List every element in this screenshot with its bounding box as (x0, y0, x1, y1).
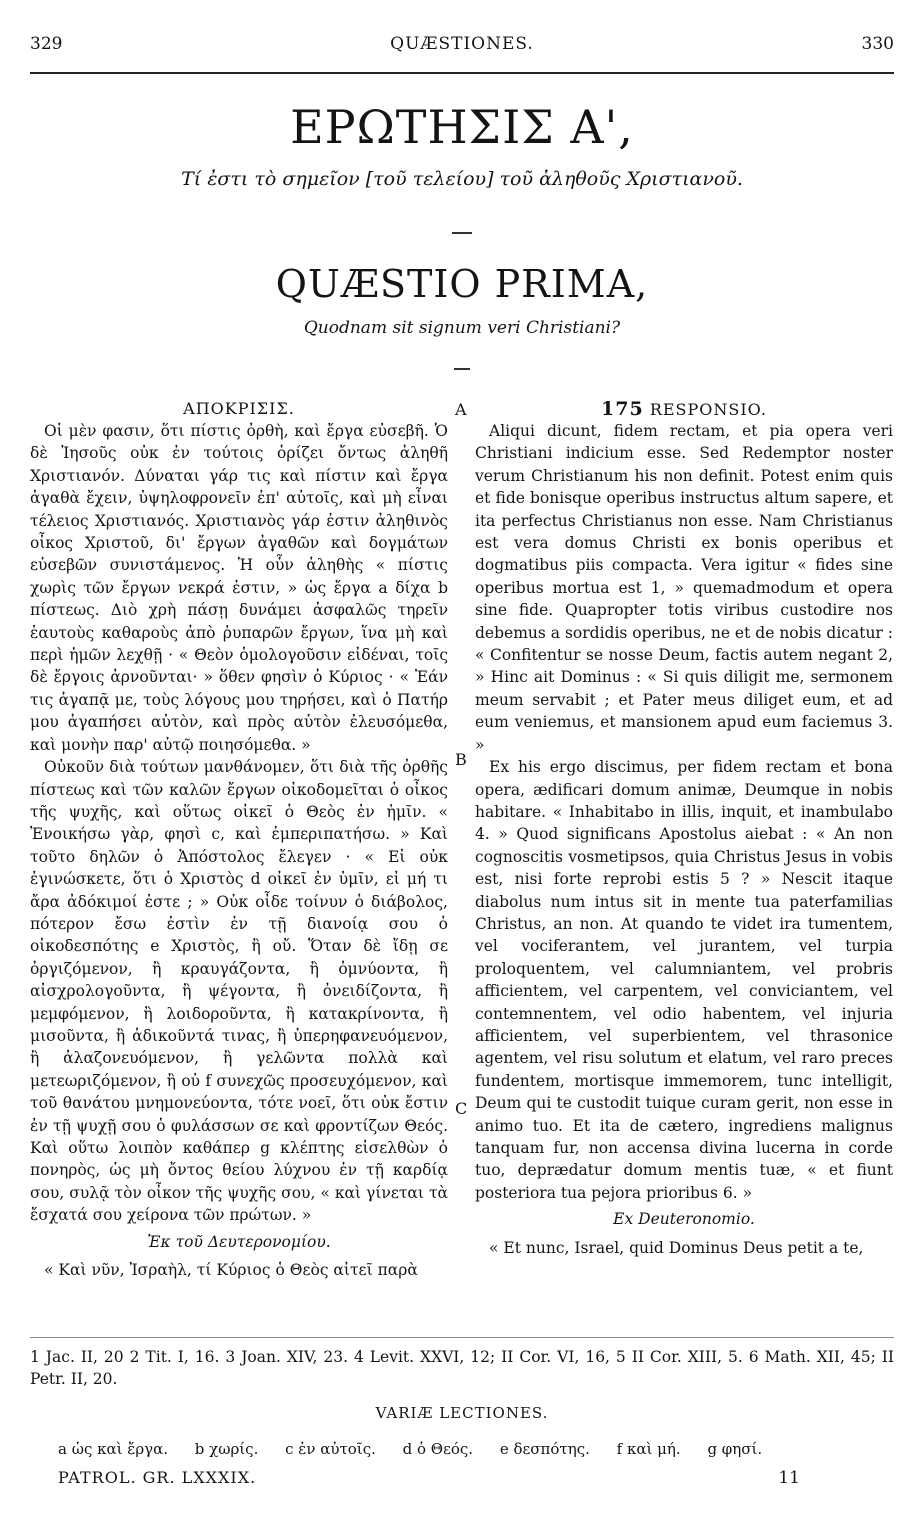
latin-heading: RESPONSIO. (649, 400, 767, 419)
latin-subtitle: Quodnam sit signum veri Christiani? (303, 318, 621, 338)
latin-heading-row (475, 398, 893, 420)
variant-reading: b χωρίς. (194, 1440, 259, 1458)
signature-number: 11 (778, 1468, 800, 1488)
variae-lectiones-heading: VARIÆ LECTIONES. (375, 1404, 549, 1422)
latin-paragraph-1: Aliqui dicunt, fidem rectam, et pia opera veri Christiani indicium esse. Sed Redemptor noster verum Christianum his non definit. Potest enim quis et fide bonisque operibus instructus altum sapere, et ita perfectus Christianus non esse. Nam Christianus est vera domus Christi ex bonis operibus et dogmatibus piis compacta. Vera igitur « fides sine operibus mortua est 1, » quemadmodum et opera sine fide. Quapropter totis viribus custodire nos debemus a sordidis operibus, ne et de nobis dicatur : « Confitentur se nosse Deum, factis autem negant 2, » Hinc ait Dominus : « Si quis diligit me, sermonem meum servabit ; et Pater meus diliget eum, et ad eum veniemus, et mansionem apud eum faciemus 3. » (475, 422, 893, 754)
variant-reading: g φησί. (707, 1440, 763, 1458)
running-title: QUÆSTIONES. (390, 34, 534, 54)
greek-continuation: « Καὶ νῦν, Ἰσραὴλ, τί Κύριος ὁ Θεὸς αἰτεῖ παρὰ (44, 1261, 418, 1280)
greek-column (30, 398, 448, 1281)
subtitle-divider (454, 368, 470, 370)
margin-marker-c: C (455, 1099, 468, 1118)
latin-paragraph-2: Ex his ergo discimus, per fidem rectam et bona opera, ædificari domum animæ, Deumque in nobis habitare. « Inhabitabo in illis, inquit, et inambulabo 4. » Quod significans Apostolus aiebat : « An non cognoscitis vosmetipsos, quia Christus Jesus in vobis est, nisi forte reprobi estis 5 ? » Nescit itaque diabolus num intus sit in mente tua paterfamilias Christus, an non. At quando te videt ira tumentem, vel vociferantem, vel jurantem, vel turpia proloquentem, vel calumniantem, vel probris afficientem, vel carpentem, vel conviciantem, vel contemnentem, vel odio habentem, vel injuria afficientem, vel superbientem, vel thrasonice agentem, vel risu solutum et elatum, vel raro preces fundentem, mortisque immemorem, tunc intelligit, Deum qui te custodit tuique curam gerit, non esse in animo tuo. Et ita de cætero, ingrediens malignus tanquam fur, non accensa divina lucerna in corde tuo, deprædatur domum mentis tuæ, « et fiunt posteriora tua pejora prioribus 6. » (475, 758, 893, 1202)
greek-paragraph-2: Οὐκοῦν διὰ τούτων μανθάνομεν, ὅτι διὰ τῆς ὀρθῆς πίστεως καὶ τῶν καλῶν ἔργων οἰκοδομεῖται ὁ οἶκος τῆς ψυχῆς, καὶ οὕτως οἰκεῖ ὁ Θεὸς ἐν ἡμῖν. « Ἐνοικήσω γὰρ, φησὶ c, καὶ ἐμπεριπατήσω. » Καὶ τοῦτο δηλῶν ὁ Ἀπόστολος ἔλεγεν · « Εἰ οὐκ ἐγινώσκετε, ὅτι ὁ Χριστὸς d οἰκεῖ ἐν ὑμῖν, εἰ μή τι ἄρα ἀδόκιμοί ἐστε ; » Οὐκ οἶδε τοίνυν ὁ διάβολος, πότερον ἔσω ἐστὶν ἐν τῇ διανοίᾳ σου ὁ οἰκοδεσπότης e Χριστὸς, ἢ οὔ. Ὅταν δὲ ἴδῃ σε ὀργιζόμενον, ἢ κραυγάζοντα, ἢ ὀμνύοντα, ἢ αἰσχρολογοῦντα, ἢ ψέγοντα, ἢ ὀνειδίζοντα, ἢ μεμφόμενον, ἢ λοιδοροῦντα, ἢ κατακρίνοντα, ἢ μισοῦντα, ἢ ἀδικοῦντά τινας, ἢ ὑπερηφανευόμενον, ἢ ἀλαζονευόμενον, ἢ γελῶντα πολλὰ καὶ μετεωριζόμενον, ἢ οὐ f συνεχῶς προσευχόμενον, καὶ τοῦ θανάτου μνημονεύοντα, τότε νοεῖ, ὅτι οὐκ ἔστιν ἐν τῇ ψυχῇ σου ὁ φυλάσσων σε καὶ φροντίζων Θεός. Καὶ οὕτω λοιπὸν καθάπερ g κλέπτης εἰσελθὼν ὁ πονηρὸς, ὡς μὴ ὄντος θείου λύχνου ἐν τῇ καρδίᾳ σου, συλᾷ τὸν οἶκον τῆς ψυχῆς σου, « καὶ γίνεται τὰ ἔσχατά σου χείρονα τῶν πρώτων. » (30, 758, 448, 1225)
variant-reading: a ὡς καὶ ἔργα. (58, 1440, 168, 1458)
variae-lectiones-list (58, 1440, 894, 1458)
greek-source-heading: Ἐκ τοῦ Δευτερονομίου. (147, 1232, 331, 1251)
greek-title: ΕΡΩΤΗΣΙΣ Α', (290, 100, 634, 154)
margin-marker-a: A (455, 400, 467, 419)
variant-reading: e δεσπότης. (499, 1440, 590, 1458)
page-number-right: 330 (861, 34, 894, 54)
signature-mark: PATROL. GR. LXXXIX. (58, 1468, 257, 1487)
header-rule (30, 72, 894, 74)
latin-title: QUÆSTIO PRIMA, (275, 262, 649, 306)
running-head (30, 34, 894, 58)
variant-reading: d ὁ Θεός. (402, 1440, 474, 1458)
footnote-rule (30, 1337, 894, 1338)
latin-continuation: « Et nunc, Israel, quid Dominus Deus petit a te, (489, 1238, 864, 1257)
margin-marker-b: B (455, 750, 467, 769)
variant-reading: f καὶ μή. (616, 1440, 681, 1458)
column-number: 175 (601, 398, 644, 420)
page-number-left: 329 (30, 34, 63, 54)
greek-subtitle: Τί ἐστι τὸ σημεῖον [τοῦ τελείου] τοῦ ἀληθοῦς Χριστιανοῦ. (181, 168, 743, 190)
variant-reading: c ἐν αὐτοῖς. (285, 1440, 376, 1458)
greek-paragraph-1: Οἱ μὲν φασιν, ὅτι πίστις ὀρθὴ, καὶ ἔργα εὐσεβῆ. Ὁ δὲ Ἰησοῦς οὐκ ἐν τούτοις ὁρίζει ὄντως ἀληθῆ Χριστιανόν. Δύναται γάρ τις καὶ πίστιν καὶ ἔργα ἀγαθὰ ἔχειν, ὑψηλοφρονεῖν ἐπ' αὐτοῖς, καὶ μὴ εἶναι τέλειος Χριστιανός. Χριστιανὸς γάρ ἐστιν ἀληθινὸς οἶκος Χριστοῦ, δι' ἔργων ἀγαθῶν καὶ δογμάτων εὐσεβῶν συνιστάμενος. Ἡ οὖν ἀληθὴς « πίστις χωρὶς τῶν ἔργων νεκρά ἐστιν, » ὡς ἔργα a δίχα b πίστεως. Διὸ χρὴ πάσῃ δυνάμει ἀσφαλῶς τηρεῖν ἑαυτοὺς καθαροὺς ἀπὸ ῥυπαρῶν ἔργων, ἵνα μὴ καὶ περὶ ἡμῶν λεχθῇ · « Θεὸν ὁμολογοῦσιν εἰδέναι, τοῖς δὲ ἔργοις ἀρνοῦνται· » ὅθεν φησὶν ὁ Κύριος · « Ἐάν τις ἀγαπᾷ με, τοὺς λόγους μου τηρήσει, καὶ ὁ Πατήρ μου ἀγαπήσει αὐτὸν, καὶ πρὸς αὐτὸν ἐλευσόμεθα, καὶ μονὴν παρ' αὐτῷ ποιησόμεθα. » (30, 422, 448, 754)
greek-heading: ΑΠΟΚΡΙΣΙΣ. (183, 399, 295, 418)
latin-column (475, 398, 893, 1259)
latin-source-heading: Ex Deuteronomio. (613, 1210, 755, 1229)
title-divider (452, 232, 472, 234)
footnotes: 1 Jac. II, 20 2 Tit. I, 16. 3 Joan. XIV, 23. 4 Levit. XXVI, 12; II Cor. VI, 16, 5 II Cor. XIII, 5. 6 Math. XII, 45; II Petr. II, 20. (30, 1348, 894, 1388)
